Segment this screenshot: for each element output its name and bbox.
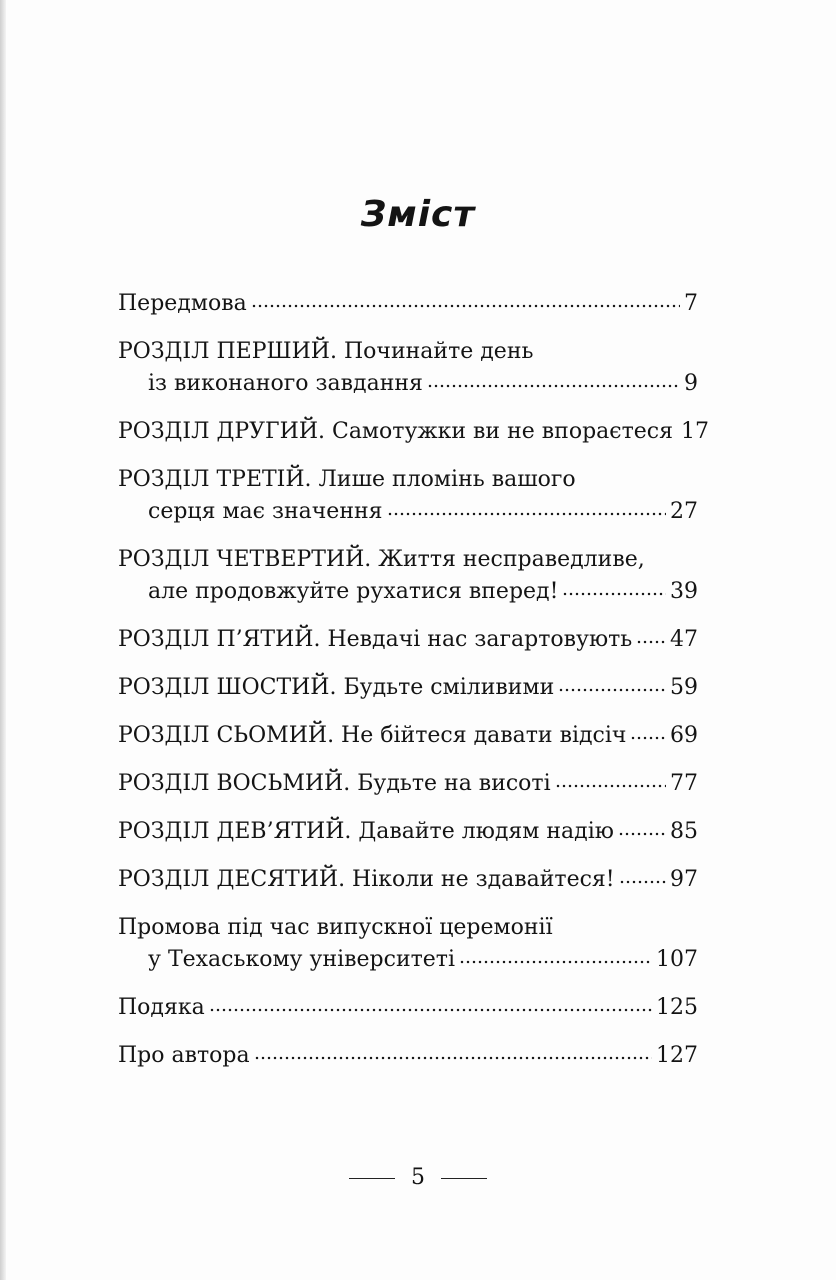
toc-entry-title: але продовжуйте рухатися вперед! [148,579,559,604]
toc-entry-line [118,496,698,528]
dot-leader [558,682,666,692]
toc-page-number: 85 [670,819,698,844]
toc-entry-line [118,720,698,752]
toc-entry-line [118,816,698,848]
toc-entry [118,720,698,752]
toc-page-number: 69 [670,723,698,748]
toc-entry-title: у Техаському університеті [148,947,456,972]
toc-entry [118,624,698,656]
toc-entry-title: РОЗДІЛ ДЕСЯТИЙ. Ніколи не здавайтеся! [118,867,615,892]
toc-entry-title: РОЗДІЛ ЧЕТВЕРТИЙ. Життя несправедливе, [118,547,645,572]
toc-entry-title: РОЗДІЛ ШОСТИЙ. Будьте сміливими [118,675,555,700]
toc-page-number: 59 [670,675,698,700]
toc-entry-title: РОЗДІЛ ТРЕТІЙ. Лише пломінь вашого [118,467,576,492]
toc-entry-title: Промова під час випускної церемонії [118,915,553,940]
toc-entry-title: серця має значення [148,499,383,524]
toc-entry-line [118,464,698,496]
toc-entry-line [118,624,698,656]
toc-entry-line [118,768,698,800]
toc-entry [118,992,698,1024]
toc-entry [118,672,698,704]
toc-entry-title: РОЗДІЛ ВОСЬМИЙ. Будьте на висоті [118,771,551,796]
toc-entry-line [118,864,698,896]
toc-entry-line [118,992,698,1024]
dot-leader [251,298,680,308]
table-of-contents [118,288,709,1088]
toc-entry [118,544,698,608]
toc-page-number: 9 [684,371,698,396]
toc-entry-line [118,944,698,976]
footer-rule-right [441,1178,487,1179]
dot-leader [636,634,666,644]
toc-entry [118,912,698,976]
toc-entry-line [118,368,698,400]
toc-entry-line [118,544,698,576]
toc-page-number: 27 [670,499,698,524]
toc-entry [118,464,698,528]
toc-page-number: 125 [656,995,698,1020]
toc-entry-title: із виконаного завдання [148,371,423,396]
toc-entry [118,864,698,896]
toc-page-number: 77 [670,771,698,796]
toc-entry-line [118,1040,698,1072]
toc-entry-title: Про автора [118,1043,250,1068]
dot-leader [459,954,652,964]
toc-entry-line [118,288,698,320]
dot-leader [555,778,666,788]
page-number: 5 [411,1165,425,1190]
toc-entry-title: РОЗДІЛ СЬОМИЙ. Не бійтеся давати відсіч [118,723,627,748]
toc-entry-title: РОЗДІЛ ДРУГИЙ. Самотужки ви не впораєтеся [118,419,673,444]
toc-entry [118,288,698,320]
dot-leader [387,506,666,516]
toc-page-number: 7 [684,291,698,316]
dot-leader [209,1002,652,1012]
dot-leader [427,378,680,388]
toc-entry [118,336,698,400]
toc-entry [118,768,698,800]
toc-entry-title: Подяка [118,995,205,1020]
toc-entry-title: РОЗДІЛ ПЕРШИЙ. Починайте день [118,339,534,364]
toc-entry [118,816,698,848]
toc-entry-title: РОЗДІЛ П’ЯТИЙ. Невдачі нас загартовують [118,627,633,652]
dot-leader [618,826,666,836]
toc-entry-line [118,672,698,704]
toc-page-number: 107 [656,947,698,972]
toc-entry-line [118,336,698,368]
toc-entry-line [118,416,709,448]
toc-entry-line [118,576,698,608]
footer-rule-left [349,1178,395,1179]
toc-page-number: 127 [656,1043,698,1068]
toc-entry-title: РОЗДІЛ ДЕВ’ЯТИЙ. Давайте людям надію [118,819,614,844]
page-title: Зміст [360,194,476,235]
dot-leader [630,730,666,740]
toc-page-number: 47 [670,627,698,652]
toc-entry-title: Передмова [118,291,247,316]
page-footer [0,1162,836,1194]
dot-leader [619,874,666,884]
toc-page-number: 97 [670,867,698,892]
toc-entry-line [118,912,698,944]
toc-page-number: 39 [670,579,698,604]
toc-page-number: 17 [680,419,709,444]
toc-entry [118,1040,698,1072]
dot-leader [562,586,666,596]
dot-leader [254,1050,652,1060]
toc-entry [118,416,709,448]
